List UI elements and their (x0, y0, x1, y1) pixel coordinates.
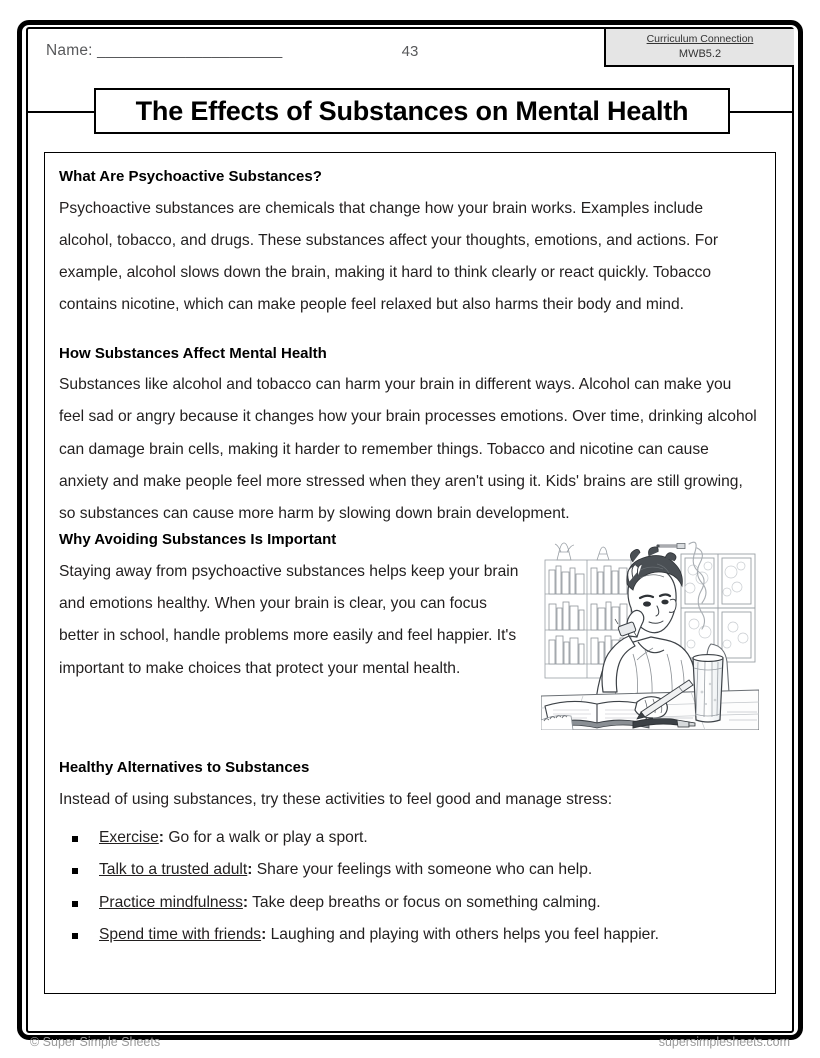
curriculum-connection-badge (604, 29, 794, 67)
bullet-square-icon (72, 901, 78, 907)
list-item-term: Spend time with friends (99, 925, 262, 943)
title-box (94, 88, 730, 134)
page-footer (26, 1035, 794, 1057)
list-item-colon: : (242, 893, 249, 911)
section-avoiding-wrap (59, 530, 759, 736)
content-box (44, 152, 776, 994)
section-heading-affect: How Substances Affect Mental Health (59, 344, 327, 362)
list-item (59, 822, 759, 854)
bullet-square-icon (72, 933, 78, 939)
page-header (26, 29, 794, 84)
section-body-affect: Substances like alcohol and tobacco can harm your brain in different ways. Alcohol can make you feel sad or angry because it changes how your brain processes emotions. Over time, drinking alcohol can damage brain cells, making it harder to remember things. Tobacco and nicotine can cause anxiety and make people feel more stressed when they aren't using it. Kids' brains are still growing, so substances can cause more harm by slowing down brain development. (59, 376, 757, 523)
list-item-text: Go for a walk or play a sport. (164, 829, 368, 847)
section-body-avoiding: Staying away from psychoactive substances helps keep your brain and emotions healthy. When your brain is clear, you can focus better in school, handle problems more easily and feel happier. It's important to make choices that protect your mental health. (59, 562, 519, 677)
section-body-psychoactive: Psychoactive substances are chemicals that change how your brain works. Examples include alcohol, tobacco, and drugs. These substances affect your thoughts, emotions, and actions. For example, alcohol slows down the brain, making it hard to think clearly or react quickly. Tobacco contains nicotine, which can make people feel relaxed but also harms their body and mind. (59, 199, 719, 314)
list-item-term: Practice mindfulness (99, 893, 243, 911)
stressed-student-studying-illustration (541, 532, 759, 730)
section-heading-avoiding: Why Avoiding Substances Is Important (59, 531, 337, 549)
bullet-square-icon (72, 836, 78, 842)
list-item-colon: : (261, 925, 267, 943)
bullet-square-icon (72, 868, 78, 874)
healthy-alternatives-list (59, 822, 759, 951)
page-title: The Effects of Substances on Mental Health (135, 95, 689, 126)
title-banner (26, 88, 794, 134)
list-item-text: Take deep breaths or focus on something calming. (248, 893, 601, 911)
list-item-text: Laughing and playing with others helps you feel happier. (266, 925, 660, 943)
list-item-text: Share your feelings with someone who can help. (252, 861, 593, 879)
list-item (59, 887, 759, 919)
page-number: 43 (401, 43, 419, 60)
title-rule-left (26, 111, 98, 113)
title-rule-right (722, 111, 794, 113)
list-item (59, 854, 759, 886)
name-field-label[interactable]: Name: _____________________ (46, 42, 283, 59)
list-item-term: Exercise (99, 829, 159, 847)
list-item-colon: : (158, 829, 164, 847)
footer-website[interactable]: supersimplesheets.com (658, 1035, 790, 1049)
footer-copyright: © Super Simple Sheets (30, 1035, 161, 1049)
section-heading-alternatives: Healthy Alternatives to Substances (59, 759, 310, 777)
curriculum-connection-code: MWB5.2 (678, 47, 722, 60)
list-item-colon: : (247, 861, 253, 879)
curriculum-connection-title: Curriculum Connection (646, 33, 754, 45)
list-item (59, 919, 759, 951)
section-body-alternatives: Instead of using substances, try these activities to feel good and manage stress: (59, 790, 613, 808)
list-item-term: Talk to a trusted adult (99, 861, 248, 879)
section-heading-psychoactive: What Are Psychoactive Substances? (59, 168, 322, 185)
